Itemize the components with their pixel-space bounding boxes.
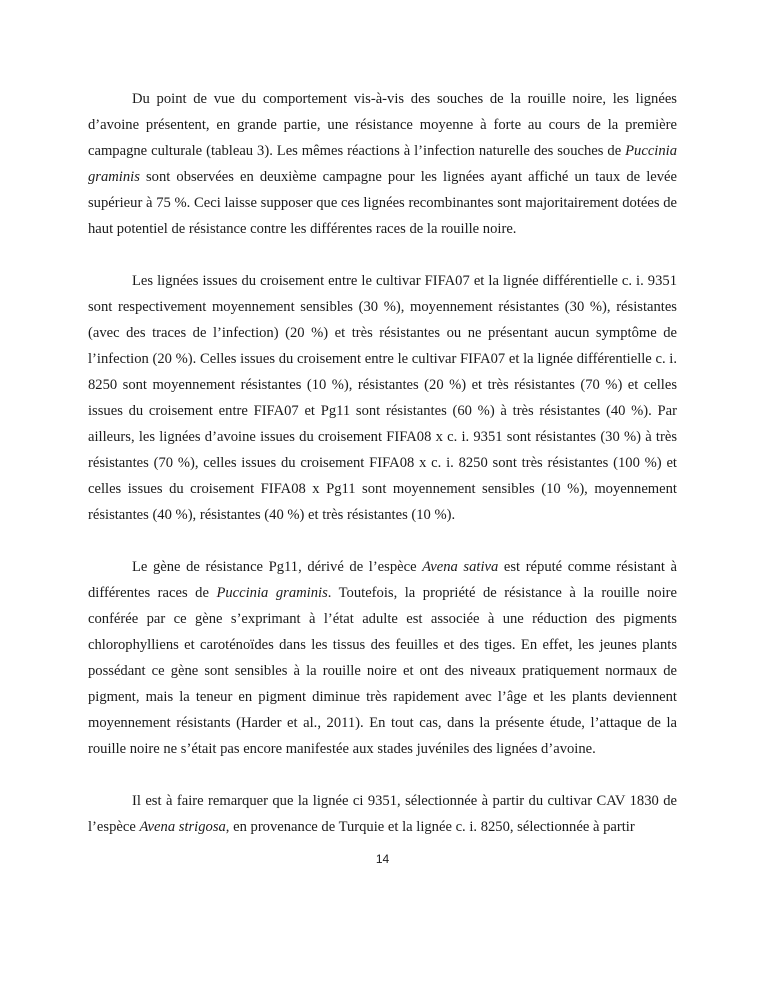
text-segment: , en provenance de Turquie et la lignée c. i. 8250, sélectionnée à partir [225, 819, 635, 835]
paragraph-gene-pg11 [88, 554, 677, 762]
italic-species-name: Puccinia graminis [88, 143, 677, 185]
paragraph-lignee-9351 [88, 788, 677, 840]
text-segment: . Toutefois, la propriété de résistance à la rouille noire conférée par ce gène s’exprimant à l’état adulte est associée à une réduction des pigments chlorophylliens et caroténoïdes dans les tissus des feuilles et des tiges. En effet, les jeunes plants possédant ce gène sont sensibles à la rouille noire et ont des niveaux pratiquement normaux de pigment, mais la teneur en pigment diminue très rapidement avec l’âge et les plants deviennent moyennement résistants (Harder et al., 2011). En tout cas, dans la présente étude, l’attaque de la rouille noire ne s’était pas encore manifestée aux stades juvéniles des lignées d’avoine. [88, 585, 677, 757]
text-segment: Les lignées issues du croisement entre le cultivar FIFA07 et la lignée différentielle c. i. 9351 sont respectivement moyennement sensibles (30 %), moyennement résistantes (30 %), résistantes (avec des traces de l’infection) (20 %) et très résistantes ou ne présentant aucun symptôme de l’infection (20 %). Celles issues du croisement entre le cultivar FIFA07 et la lignée différentielle c. i. 8250 sont moyennement résistantes (10 %), résistantes (20 %) et très résistantes (70 %) et celles issues du croisement entre FIFA07 et Pg11 sont résistantes (60 %) à très résistantes (40 %). Par ailleurs, les lignées d’avoine issues du croisement FIFA08 x c. i. 9351 sont résistantes (30 %) à très résistantes (70 %), celles issues du croisement FIFA08 x c. i. 8250 sont très résistantes (100 %) et celles issues du croisement FIFA08 x Pg11 sont moyennement sensibles (10 %), moyennement résistantes (40 %), résistantes (40 %) et très résistantes (10 %). [88, 273, 677, 523]
italic-species-name: Avena sativa [422, 559, 499, 575]
text-segment: Il est à faire remarquer que la lignée ci 9351, sélectionnée à partir du cultivar CAV 1830 de l’espèce [88, 793, 677, 835]
text-segment: Du point de vue du comportement vis-à-vis des souches de la rouille noire, les lignées d’avoine présentent, en grande partie, une résistance moyenne à forte au cours de la première campagne culturale (tableau 3). Les mêmes réactions à l’infection naturelle des souches de [88, 91, 677, 159]
text-segment: sont observées en deuxième campagne pour les lignées ayant affiché un taux de levée supérieur à 75 %. Ceci laisse supposer que ces lignées recombinantes sont majoritairement dotées de haut potentiel de résistance contre les différentes races de la rouille noire. [88, 169, 677, 237]
paragraph-croisements [88, 268, 677, 528]
text-segment: est réputé comme résistant à différentes races de [88, 559, 678, 601]
text-segment: Le gène de résistance Pg11, dérivé de l’espèce [132, 559, 423, 575]
page-number: 14 [375, 852, 390, 866]
document-body [88, 86, 677, 840]
paragraph-comportement [88, 86, 677, 242]
italic-species-name: Puccinia graminis [216, 585, 328, 601]
italic-species-name: Avena strigosa [139, 819, 226, 835]
